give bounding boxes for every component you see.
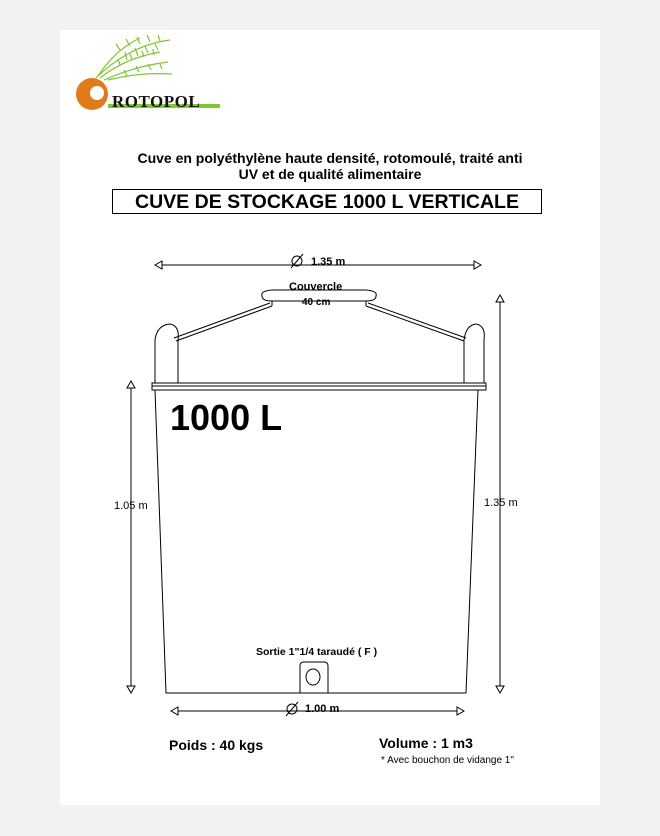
tank-outline <box>152 290 486 693</box>
total-height-dimension <box>496 295 504 693</box>
drain-note: * Avec bouchon de vidange 1" <box>381 755 514 766</box>
top-diameter-label: 1.35 m <box>311 256 346 268</box>
capacity-label: 1000 L <box>170 397 283 438</box>
outlet-label: Sortie 1"1/4 taraudé ( F ) <box>256 646 378 658</box>
lid-size-label: 40 cm <box>302 297 331 308</box>
weight-label: Poids : 40 kgs <box>169 737 264 753</box>
brand-name: ROTOPOL <box>112 92 201 111</box>
body-height-dimension <box>127 381 135 693</box>
description-line-2: UV et de qualité alimentaire <box>238 166 422 182</box>
volume-label: Volume : 1 m3 <box>379 735 473 751</box>
diameter-symbol-icon <box>286 702 298 716</box>
page-title: CUVE DE STOCKAGE 1000 L VERTICALE <box>112 189 542 214</box>
diameter-symbol-icon <box>291 254 303 268</box>
product-description <box>100 150 560 182</box>
total-height-label: 1.35 m <box>484 497 518 509</box>
description-line-1: Cuve en polyéthylène haute densité, rotomoulé, traité anti <box>137 150 523 166</box>
lid-label: Couvercle <box>289 281 343 293</box>
base-diameter-label: 1.00 m <box>305 703 340 715</box>
body-height-label: 1.05 m <box>114 500 148 512</box>
